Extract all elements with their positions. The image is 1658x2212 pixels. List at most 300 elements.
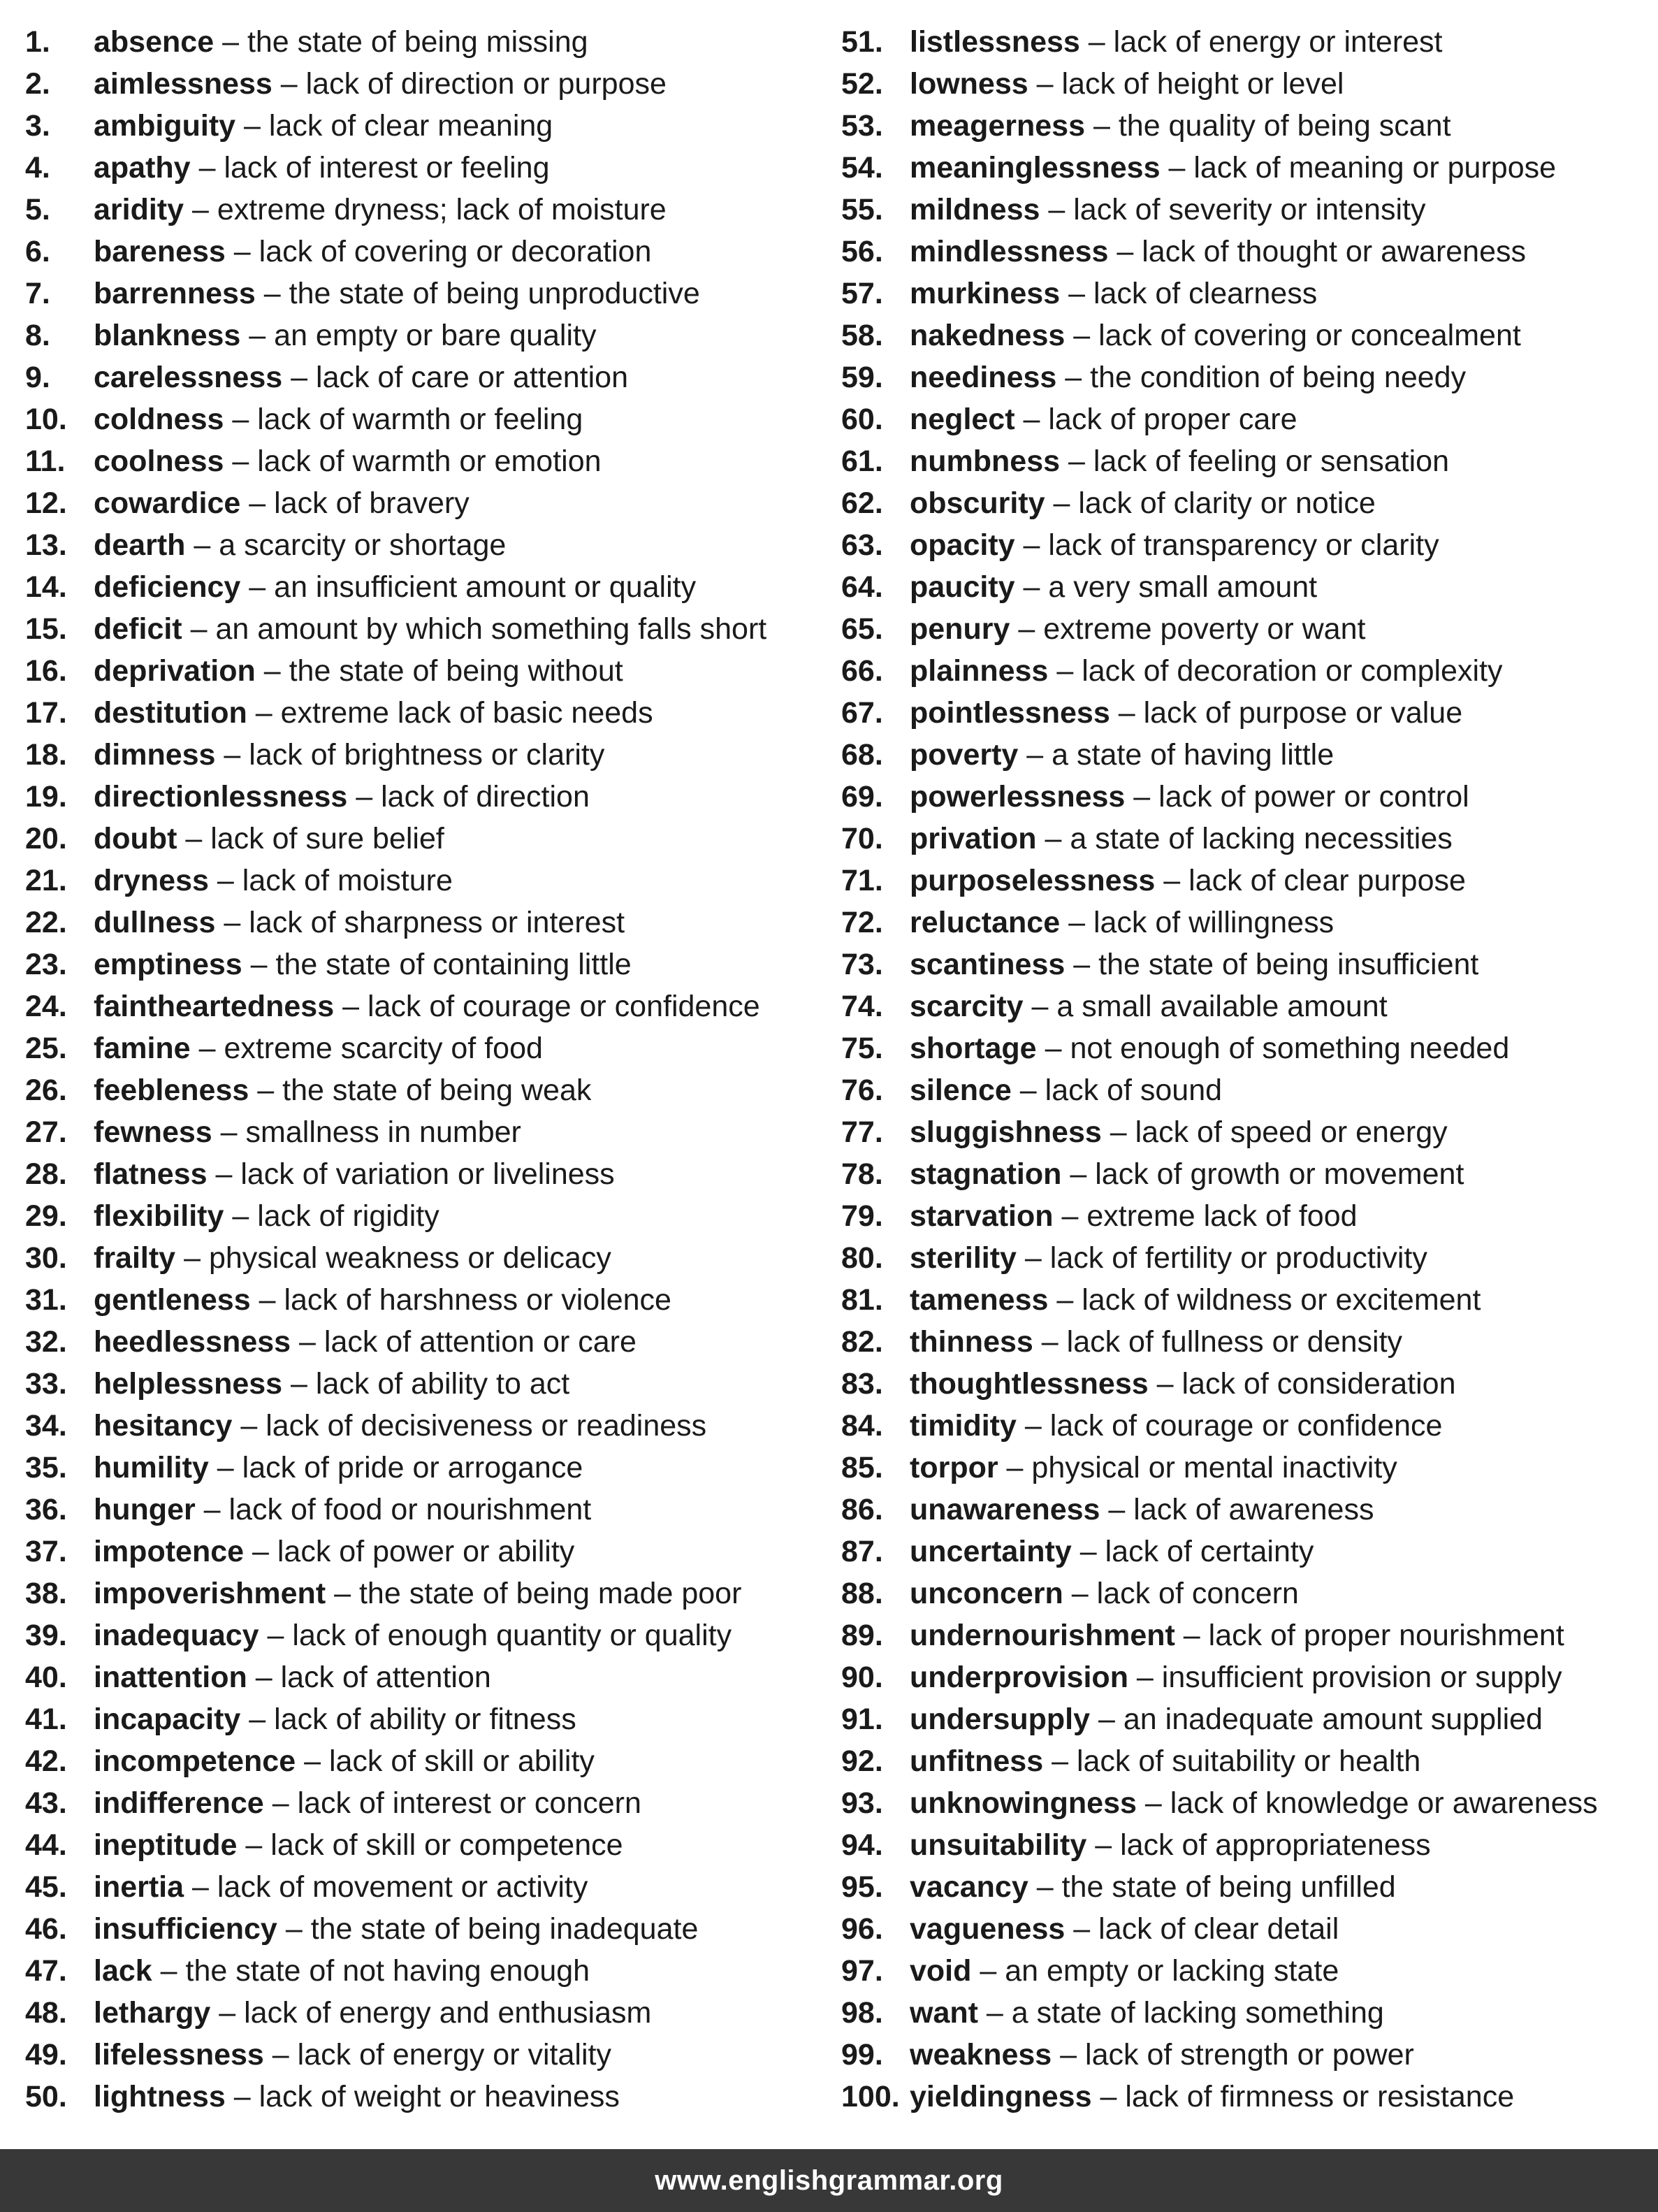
list-item [25, 650, 829, 692]
item-number: 16. [25, 654, 67, 688]
item-definition: lack of pride or arrogance [242, 1451, 583, 1484]
item-number: 55. [841, 193, 883, 226]
list-item [841, 776, 1652, 818]
item-separator: – [1108, 1493, 1126, 1526]
item-number: 32. [25, 1325, 67, 1359]
item-number: 2. [25, 67, 50, 101]
item-definition: extreme poverty or want [1043, 612, 1366, 646]
item-separator: – [1023, 528, 1040, 562]
item-definition: lack of awareness [1133, 1493, 1374, 1526]
item-definition: lack of power or control [1158, 780, 1469, 814]
item-separator: – [257, 1074, 275, 1107]
item-word: powerlessness [910, 780, 1126, 814]
item-definition: a small available amount [1056, 990, 1388, 1023]
item-definition: lack of fertility or productivity [1049, 1241, 1427, 1275]
item-definition: the state of being made poor [358, 1577, 742, 1610]
item-number: 84. [841, 1409, 883, 1443]
item-definition: lack of severity or intensity [1073, 193, 1426, 226]
item-word: faintheartedness [94, 990, 335, 1023]
item-number: 92. [841, 1744, 883, 1778]
item-definition: lack of sharpness or interest [249, 906, 625, 939]
item-separator: – [232, 444, 249, 478]
item-word: listlessness [910, 25, 1080, 59]
list-item [841, 105, 1652, 147]
item-separator: – [1100, 2080, 1117, 2113]
item-separator: – [222, 25, 239, 59]
item-word: flatness [94, 1157, 208, 1191]
item-separator: – [1156, 1367, 1174, 1401]
item-word: cowardice [94, 486, 241, 520]
list-item [841, 734, 1652, 776]
list-item [841, 1321, 1652, 1363]
item-separator: – [291, 1367, 307, 1401]
item-word: murkiness [910, 277, 1061, 310]
list-item [841, 231, 1652, 273]
item-number: 44. [25, 1828, 67, 1862]
item-separator: – [250, 948, 268, 981]
list-item [25, 231, 829, 273]
item-word: frailty [94, 1241, 176, 1275]
item-definition: lack of proper care [1048, 403, 1297, 436]
item-word: hesitancy [94, 1409, 233, 1443]
item-separator: – [267, 1619, 284, 1652]
item-definition: extreme lack of food [1086, 1199, 1358, 1233]
list-item [25, 2034, 829, 2076]
list-item [25, 2076, 829, 2118]
item-word: feebleness [94, 1074, 249, 1107]
item-word: plainness [910, 654, 1049, 688]
item-word: meagerness [910, 109, 1085, 143]
item-word: uncertainty [910, 1535, 1072, 1568]
item-word: scarcity [910, 990, 1024, 1023]
list-item [841, 1614, 1652, 1656]
item-definition: lack of energy and enthusiasm [244, 1996, 652, 2030]
item-number: 29. [25, 1199, 67, 1233]
item-word: shortage [910, 1032, 1037, 1065]
item-number: 88. [841, 1577, 883, 1610]
item-definition: lack of warmth or emotion [257, 444, 602, 478]
item-number: 72. [841, 906, 883, 939]
list-item [841, 692, 1652, 734]
item-separator: – [1088, 25, 1105, 59]
item-word: numbness [910, 444, 1061, 478]
item-definition: lack of feeling or sensation [1093, 444, 1450, 478]
item-number: 60. [841, 403, 883, 436]
item-definition: lack of clear purpose [1188, 864, 1466, 897]
item-number: 25. [25, 1032, 67, 1065]
list-item [841, 356, 1652, 398]
item-word: lethargy [94, 1996, 211, 2030]
item-number: 36. [25, 1493, 67, 1526]
item-word: dearth [94, 528, 186, 562]
list-item [25, 566, 829, 608]
item-word: void [910, 1954, 972, 1988]
item-definition: lack of care or attention [316, 361, 628, 394]
item-separator: – [233, 2080, 251, 2113]
list-item [25, 105, 829, 147]
item-number: 81. [841, 1283, 883, 1317]
item-separator: – [1136, 1661, 1154, 1694]
item-definition: lack of courage or confidence [367, 990, 760, 1023]
list-item [841, 1405, 1652, 1447]
list-item [25, 1656, 829, 1698]
item-word: humility [94, 1451, 209, 1484]
item-definition: lack of appropriateness [1120, 1828, 1431, 1862]
item-number: 52. [841, 67, 883, 101]
item-separator: – [1071, 1577, 1089, 1610]
list-item [25, 21, 829, 63]
item-definition: lack of energy or interest [1113, 25, 1443, 59]
item-number: 58. [841, 319, 883, 352]
item-word: inertia [94, 1870, 184, 1904]
item-definition: lack of interest or feeling [224, 151, 550, 185]
item-number: 20. [25, 822, 67, 855]
item-definition: the state of being inadequate [310, 1912, 699, 1946]
item-definition: a very small amount [1048, 570, 1318, 604]
item-definition: the state of being missing [247, 25, 588, 59]
item-separator: – [1024, 1241, 1042, 1275]
item-word: poverty [910, 738, 1019, 772]
item-number: 74. [841, 990, 883, 1023]
item-definition: lack of suitability or health [1076, 1744, 1421, 1778]
item-word: helplessness [94, 1367, 283, 1401]
item-word: inattention [94, 1661, 247, 1694]
list-item [841, 1279, 1652, 1321]
item-number: 54. [841, 151, 883, 185]
item-number: 45. [25, 1870, 67, 1904]
item-number: 42. [25, 1744, 67, 1778]
list-item [841, 21, 1652, 63]
item-definition: the state of being without [289, 654, 623, 688]
item-number: 76. [841, 1074, 883, 1107]
item-definition: lack of direction [381, 780, 590, 814]
item-word: sluggishness [910, 1115, 1102, 1149]
item-separator: – [233, 235, 251, 268]
item-word: dullness [94, 906, 216, 939]
item-number: 71. [841, 864, 883, 897]
item-definition: lack of attention or care [323, 1325, 637, 1359]
item-number: 26. [25, 1074, 67, 1107]
item-separator: – [232, 403, 249, 436]
item-word: dryness [94, 864, 209, 897]
item-definition: lack of transparency or clarity [1048, 528, 1439, 562]
item-definition: lack of wildness or excitement [1082, 1283, 1481, 1317]
list-item [25, 1614, 829, 1656]
item-separator: – [285, 1912, 303, 1946]
word-list-column-right [841, 21, 1652, 2118]
list-item [841, 63, 1652, 105]
list-item [841, 1740, 1652, 1782]
item-word: destitution [94, 696, 247, 730]
item-definition: lack of food or nourishment [228, 1493, 592, 1526]
item-separator: – [1056, 1283, 1074, 1317]
list-item [841, 1111, 1652, 1153]
item-number: 91. [841, 1703, 883, 1736]
item-definition: lack of height or level [1061, 67, 1344, 101]
item-word: obscurity [910, 486, 1045, 520]
item-separator: – [334, 1577, 351, 1610]
item-definition: an insufficient amount or quality [274, 570, 697, 604]
item-number: 40. [25, 1661, 67, 1694]
item-separator: – [1006, 1451, 1024, 1484]
item-separator: – [291, 361, 308, 394]
item-word: meaninglessness [910, 151, 1161, 185]
item-definition: lack of power or ability [277, 1535, 575, 1568]
item-number: 67. [841, 696, 883, 730]
item-word: nakedness [910, 319, 1066, 352]
item-definition: lack of knowledge or awareness [1170, 1786, 1598, 1820]
item-number: 15. [25, 612, 67, 646]
list-item [841, 398, 1652, 440]
item-definition: the state of being unproductive [289, 277, 700, 310]
item-definition: physical or mental inactivity [1031, 1451, 1397, 1484]
item-word: stagnation [910, 1157, 1062, 1191]
item-separator: – [1024, 1409, 1042, 1443]
item-definition: lack of variation or liveliness [240, 1157, 615, 1191]
item-number: 43. [25, 1786, 67, 1820]
item-number: 50. [25, 2080, 67, 2113]
item-definition: the state of being insufficient [1098, 948, 1479, 981]
item-word: heedlessness [94, 1325, 291, 1359]
list-item [25, 1782, 829, 1824]
item-separator: – [1048, 193, 1066, 226]
item-number: 5. [25, 193, 50, 226]
item-separator: – [1144, 1786, 1162, 1820]
item-definition: lack of strength or power [1085, 2038, 1414, 2072]
list-item [25, 1489, 829, 1531]
item-definition: lack of thought or awareness [1142, 235, 1527, 268]
item-number: 17. [25, 696, 67, 730]
item-word: bareness [94, 235, 226, 268]
item-word: ineptitude [94, 1828, 238, 1862]
item-word: barrenness [94, 277, 256, 310]
item-definition: lack of firmness or resistance [1125, 2080, 1515, 2113]
item-number: 49. [25, 2038, 67, 2072]
item-separator: – [1018, 612, 1035, 646]
item-definition: lack of warmth or feeling [257, 403, 583, 436]
list-item [841, 818, 1652, 860]
item-word: coolness [94, 444, 224, 478]
list-item [25, 776, 829, 818]
item-definition: lack of clearness [1093, 277, 1318, 310]
item-word: underprovision [910, 1661, 1128, 1694]
item-separator: – [249, 570, 266, 604]
item-word: vagueness [910, 1912, 1066, 1946]
list-item [25, 608, 829, 650]
item-separator: – [1061, 1199, 1079, 1233]
item-definition: lack of bravery [274, 486, 470, 520]
list-item [25, 1573, 829, 1614]
item-number: 57. [841, 277, 883, 310]
item-separator: – [190, 612, 208, 646]
item-number: 18. [25, 738, 67, 772]
list-item [25, 1153, 829, 1195]
item-separator: – [255, 1661, 272, 1694]
item-number: 4. [25, 151, 50, 185]
item-separator: – [259, 1283, 276, 1317]
list-item [841, 482, 1652, 524]
item-word: deprivation [94, 654, 256, 688]
item-separator: – [280, 67, 298, 101]
item-definition: an empty or lacking state [1005, 1954, 1339, 1988]
item-word: tameness [910, 1283, 1049, 1317]
item-separator: – [249, 486, 266, 520]
item-number: 79. [841, 1199, 883, 1233]
item-word: thinness [910, 1325, 1033, 1359]
item-number: 1. [25, 25, 50, 59]
item-definition: lack of ability to act [315, 1367, 570, 1401]
item-word: paucity [910, 570, 1015, 604]
item-separator: – [160, 1954, 177, 1988]
item-separator: – [1068, 444, 1085, 478]
item-number: 31. [25, 1283, 67, 1317]
item-separator: – [1031, 990, 1049, 1023]
list-item [841, 189, 1652, 231]
list-item [25, 1824, 829, 1866]
item-definition: the state of containing little [275, 948, 632, 981]
list-item [841, 608, 1652, 650]
item-number: 3. [25, 109, 50, 143]
item-number: 19. [25, 780, 67, 814]
item-number: 41. [25, 1703, 67, 1736]
item-separator: – [342, 990, 359, 1023]
list-item [841, 1698, 1652, 1740]
item-number: 77. [841, 1115, 883, 1149]
item-separator: – [1053, 486, 1070, 520]
item-word: hunger [94, 1493, 196, 1526]
item-definition: the state of being weak [282, 1074, 592, 1107]
item-definition: lack of willingness [1093, 906, 1335, 939]
item-definition: lack of interest or concern [297, 1786, 641, 1820]
item-separator: – [217, 864, 234, 897]
item-number: 9. [25, 361, 50, 394]
item-number: 87. [841, 1535, 883, 1568]
list-item [25, 1027, 829, 1069]
item-number: 96. [841, 1912, 883, 1946]
item-separator: – [194, 528, 211, 562]
item-definition: lack of skill or competence [270, 1828, 623, 1862]
list-item [841, 1237, 1652, 1279]
item-number: 14. [25, 570, 67, 604]
item-word: lifelessness [94, 2038, 264, 2072]
item-word: neediness [910, 361, 1057, 394]
item-separator: – [1026, 738, 1044, 772]
item-word: unconcern [910, 1577, 1063, 1610]
item-word: timidity [910, 1409, 1017, 1443]
item-number: 35. [25, 1451, 67, 1484]
item-definition: lack of certainty [1105, 1535, 1314, 1568]
item-word: starvation [910, 1199, 1054, 1233]
item-word: impotence [94, 1535, 245, 1568]
list-item [841, 944, 1652, 985]
list-item [25, 902, 829, 944]
item-definition: lack of movement or activity [217, 1870, 588, 1904]
item-word: undersupply [910, 1703, 1091, 1736]
item-number: 11. [25, 444, 66, 478]
item-number: 37. [25, 1535, 67, 1568]
item-word: indifference [94, 1786, 264, 1820]
item-number: 56. [841, 235, 883, 268]
list-item [841, 1069, 1652, 1111]
item-number: 30. [25, 1241, 67, 1275]
item-definition: the quality of being scant [1118, 109, 1451, 143]
item-separator: – [1183, 1619, 1200, 1652]
item-separator: – [1068, 277, 1085, 310]
item-word: silence [910, 1074, 1012, 1107]
item-number: 68. [841, 738, 883, 772]
list-item [25, 1866, 829, 1908]
item-number: 22. [25, 906, 67, 939]
item-definition: the state of being unfilled [1061, 1870, 1396, 1904]
item-definition: lack of growth or movement [1095, 1157, 1464, 1191]
item-number: 90. [841, 1661, 883, 1694]
list-item [25, 1447, 829, 1489]
item-word: mindlessness [910, 235, 1109, 268]
item-definition: lack of decisiveness or readiness [266, 1409, 707, 1443]
item-separator: – [1093, 109, 1110, 143]
item-word: carelessness [94, 361, 283, 394]
item-number: 7. [25, 277, 50, 310]
item-definition: lack of harshness or violence [284, 1283, 671, 1317]
item-definition: lack of clear detail [1098, 1912, 1339, 1946]
item-word: blankness [94, 319, 241, 352]
item-number: 70. [841, 822, 883, 855]
item-word: incapacity [94, 1703, 241, 1736]
item-number: 80. [841, 1241, 883, 1275]
item-separator: – [185, 822, 203, 855]
item-word: pointlessness [910, 696, 1110, 730]
item-number: 53. [841, 109, 883, 143]
item-number: 75. [841, 1032, 883, 1065]
list-item [841, 1195, 1652, 1237]
item-separator: – [245, 1828, 263, 1862]
item-number: 69. [841, 780, 883, 814]
item-number: 46. [25, 1912, 67, 1946]
item-separator: – [1023, 403, 1040, 436]
list-item [841, 1363, 1652, 1405]
item-separator: – [980, 1954, 997, 1988]
list-item [841, 2034, 1652, 2076]
item-number: 94. [841, 1828, 883, 1862]
item-definition: lack of rigidity [257, 1199, 439, 1233]
item-number: 13. [25, 528, 67, 562]
list-item [25, 63, 829, 105]
item-word: torpor [910, 1451, 998, 1484]
item-separator: – [1073, 1912, 1091, 1946]
item-number: 12. [25, 486, 67, 520]
list-item [25, 1237, 829, 1279]
item-definition: smallness in number [245, 1115, 521, 1149]
list-item [841, 1027, 1652, 1069]
item-definition: lack of covering or concealment [1098, 319, 1521, 352]
item-definition: lack of direction or purpose [305, 67, 667, 101]
item-word: impoverishment [94, 1577, 326, 1610]
item-word: insufficiency [94, 1912, 277, 1946]
item-definition: lack of proper nourishment [1208, 1619, 1564, 1652]
item-separator: – [232, 1199, 249, 1233]
list-item [841, 1489, 1652, 1531]
item-definition: lack of covering or decoration [259, 235, 652, 268]
item-separator: – [356, 780, 373, 814]
list-item [841, 1573, 1652, 1614]
list-item [841, 147, 1652, 189]
item-separator: – [304, 1744, 321, 1778]
list-item [25, 1698, 829, 1740]
list-item [25, 1111, 829, 1153]
item-number: 64. [841, 570, 883, 604]
item-definition: lack of energy or vitality [297, 2038, 611, 2072]
item-separator: – [272, 1786, 289, 1820]
